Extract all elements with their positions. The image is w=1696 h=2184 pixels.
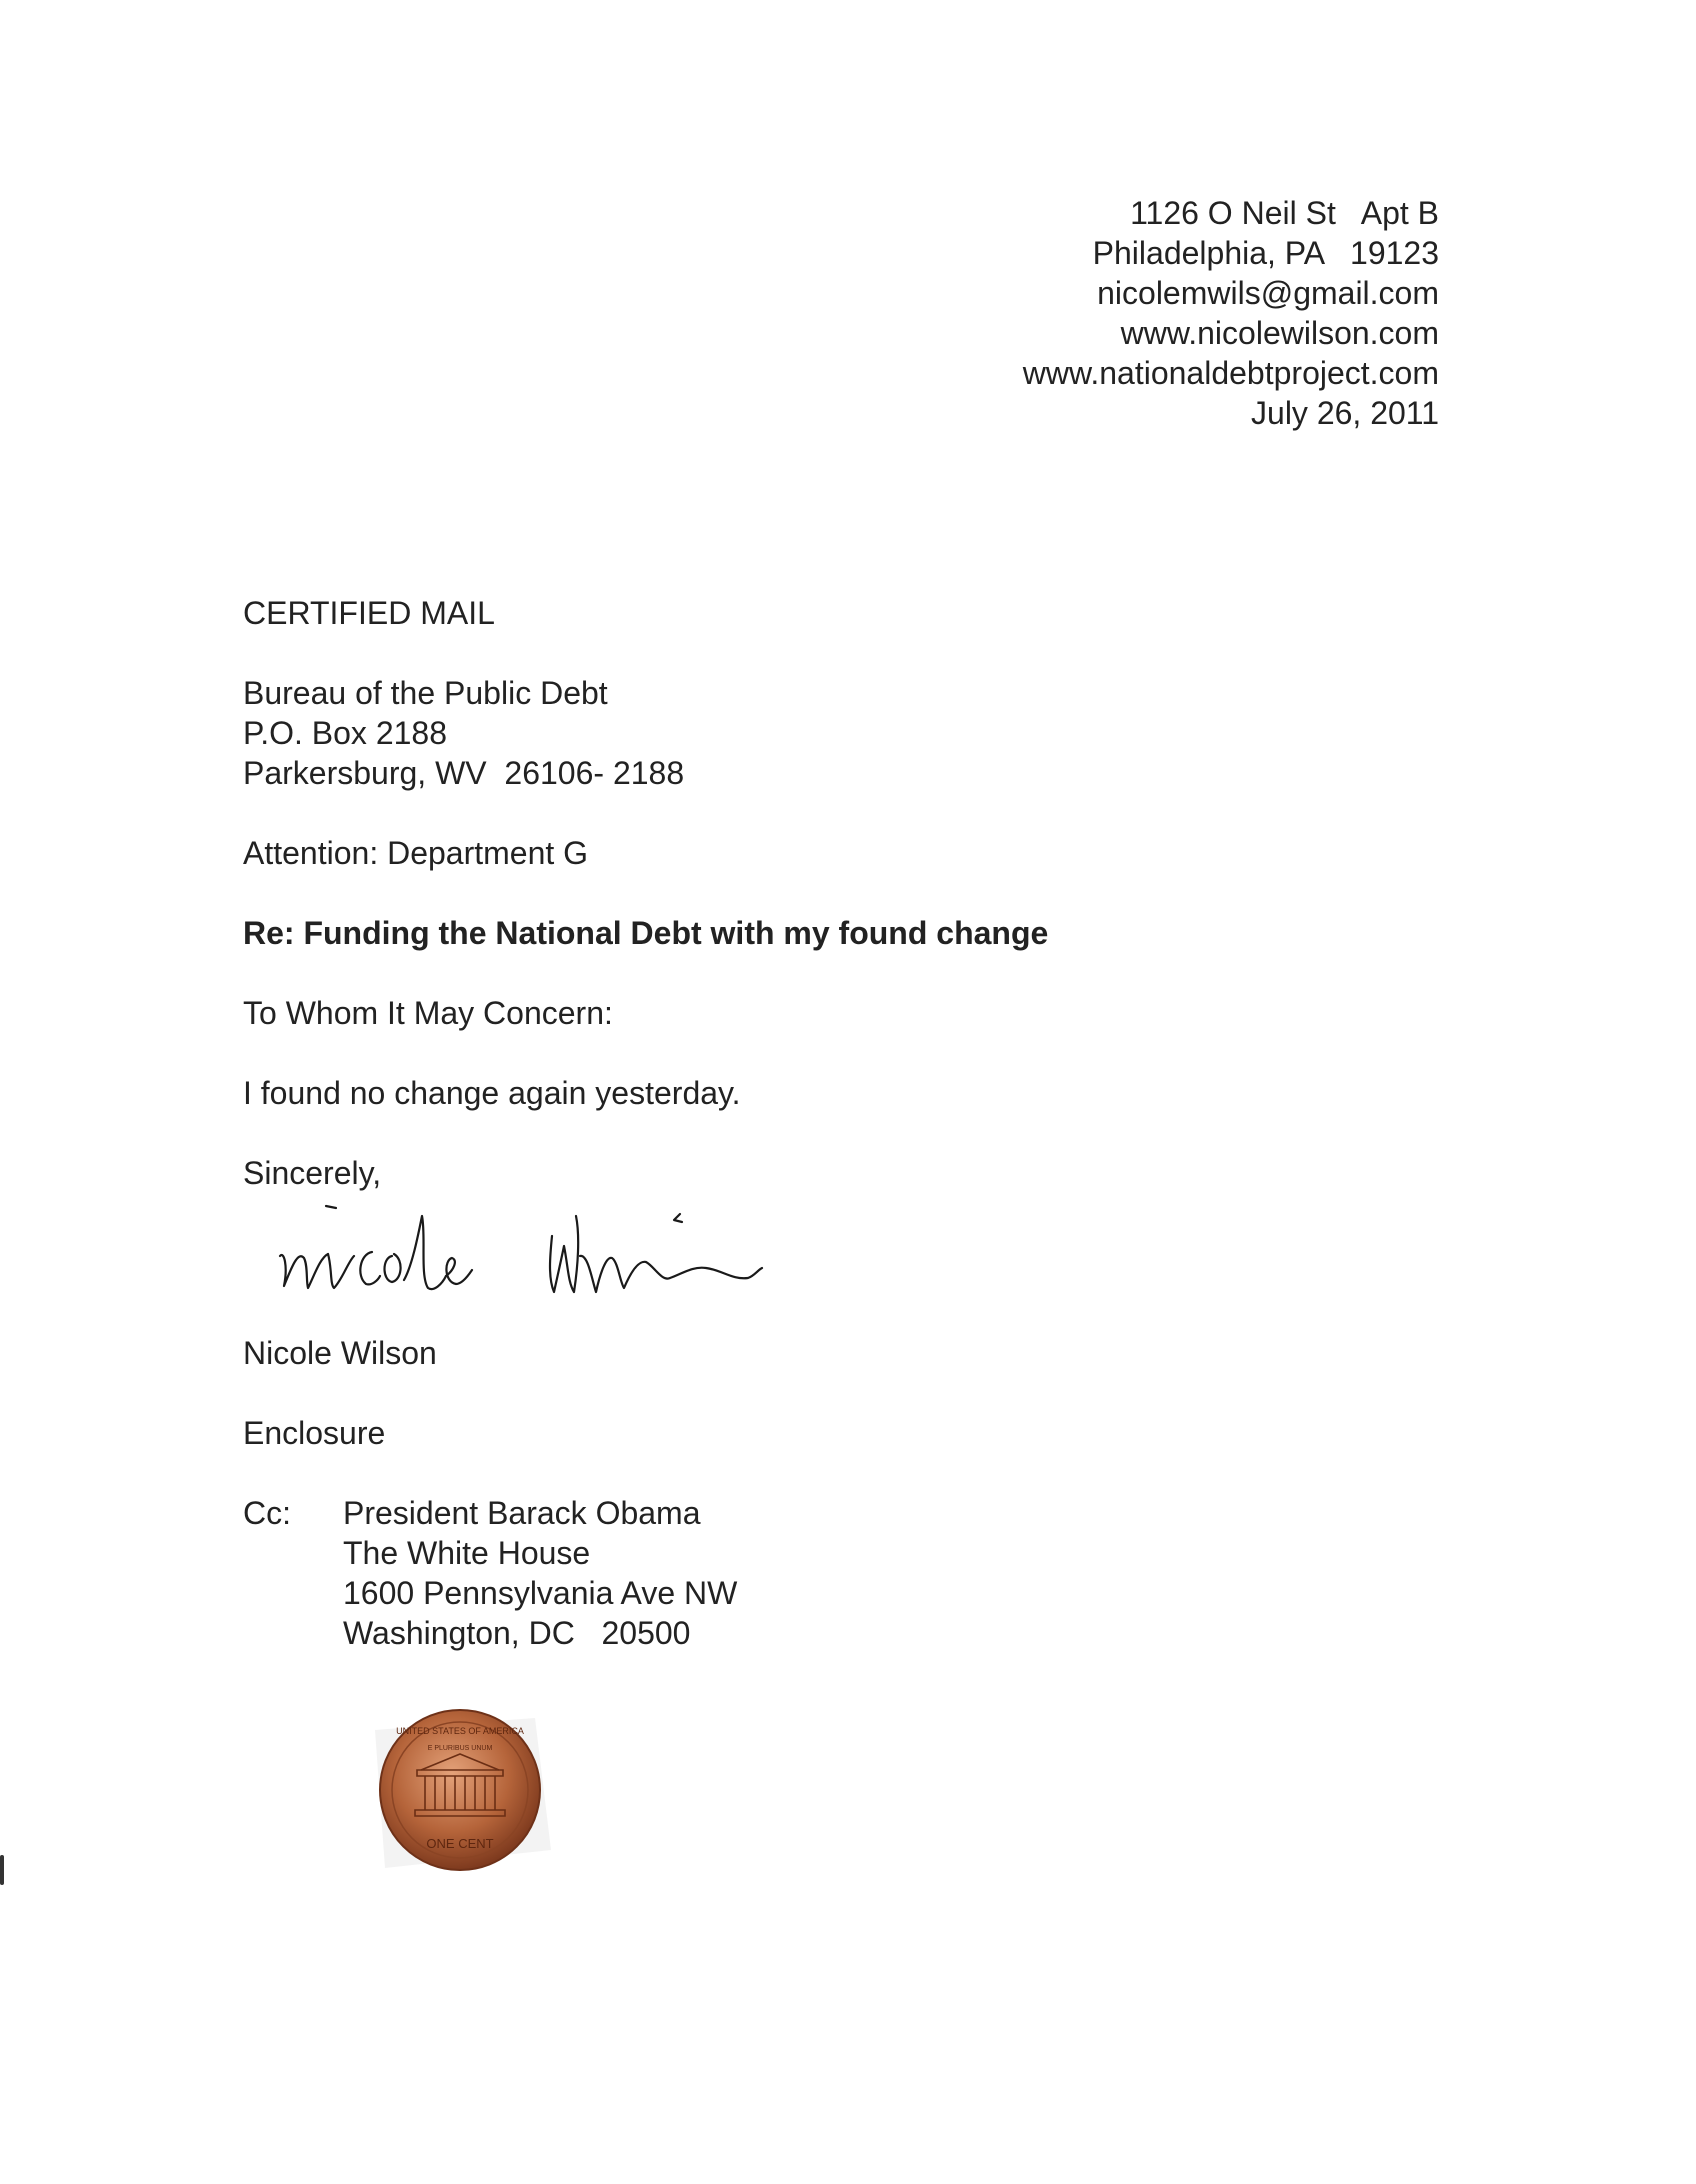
coin-bottom-text: ONE CENT — [426, 1836, 494, 1851]
signer-name: Nicole Wilson — [243, 1335, 437, 1371]
scan-edge-mark — [0, 1855, 4, 1885]
delivery-method: CERTIFIED MAIL — [243, 595, 495, 631]
sender-street: 1126 O Neil St Apt B — [1130, 195, 1439, 231]
cc-city-line: Washington, DC 20500 — [343, 1615, 691, 1651]
salutation: To Whom It May Concern: — [243, 995, 613, 1031]
cc-org: The White House — [343, 1535, 591, 1571]
handwritten-signature — [262, 1196, 782, 1326]
cc-street: 1600 Pennsylvania Ave NW — [343, 1575, 738, 1611]
recipient-name: Bureau of the Public Debt — [243, 675, 608, 711]
enclosure-label: Enclosure — [243, 1415, 386, 1451]
recipient-po-box: P.O. Box 2188 — [243, 715, 447, 751]
sender-city-line: Philadelphia, PA 19123 — [1092, 235, 1439, 271]
recipient-city-line: Parkersburg, WV 26106- 2188 — [243, 755, 685, 791]
letter-body: I found no change again yesterday. — [243, 1075, 741, 1111]
coin-top-text: UNITED STATES OF AMERICA — [396, 1726, 524, 1736]
attention-line: Attention: Department G — [243, 835, 589, 871]
subject-line: Re: Funding the National Debt with my found change — [243, 915, 1049, 951]
cc-name: President Barack Obama — [343, 1495, 701, 1531]
letter-date: July 26, 2011 — [1251, 395, 1439, 431]
closing: Sincerely, — [243, 1155, 382, 1191]
cc-label: Cc: — [243, 1495, 291, 1531]
coin-motto: E PLURIBUS UNUM — [427, 1745, 493, 1752]
sender-email: nicolemwils@gmail.com — [1097, 275, 1439, 311]
sender-website-1: www.nicolewilson.com — [1120, 315, 1439, 351]
penny-coin-image — [355, 1690, 565, 1890]
sender-website-2: www.nationaldebtproject.com — [1022, 355, 1439, 391]
